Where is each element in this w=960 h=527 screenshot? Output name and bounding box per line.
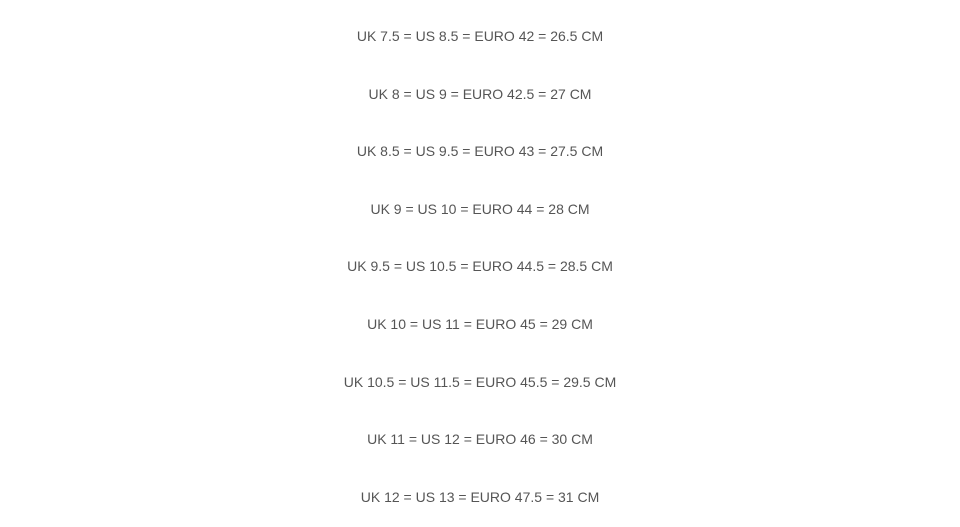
- size-conversion-row: UK 8.5 = US 9.5 = EURO 43 = 27.5 CM: [356, 143, 604, 159]
- size-conversion-row: UK 12 = US 13 = EURO 47.5 = 31 CM: [360, 489, 600, 505]
- size-conversion-row: UK 9 = US 10 = EURO 44 = 28 CM: [370, 201, 590, 217]
- size-conversion-row: UK 11 = US 12 = EURO 46 = 30 CM: [367, 431, 593, 447]
- size-conversion-row: UK 9.5 = US 10.5 = EURO 44.5 = 28.5 CM: [347, 258, 613, 274]
- size-conversion-row: UK 10.5 = US 11.5 = EURO 45.5 = 29.5 CM: [343, 374, 617, 390]
- size-conversion-row: UK 8 = US 9 = EURO 42.5 = 27 CM: [368, 86, 592, 102]
- size-conversion-row: UK 10 = US 11 = EURO 45 = 29 CM: [367, 316, 593, 332]
- size-conversion-row: UK 7.5 = US 8.5 = EURO 42 = 26.5 CM: [356, 28, 604, 44]
